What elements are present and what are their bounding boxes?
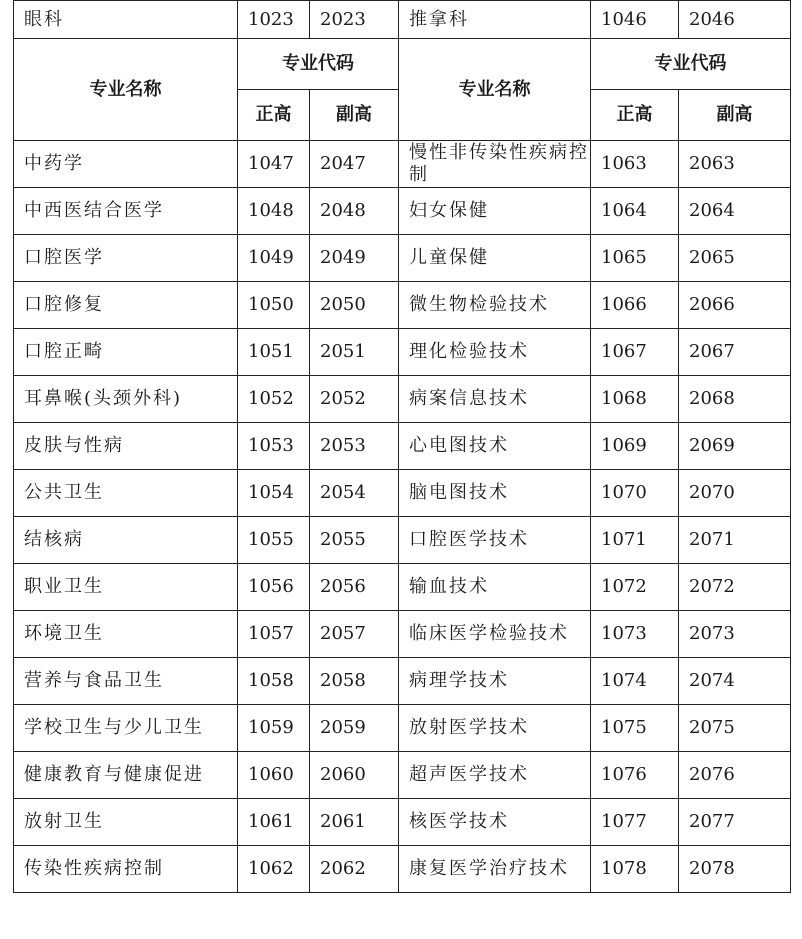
left-senior-code: 1047: [238, 141, 310, 188]
right-deputy-code: 2073: [679, 611, 791, 658]
left-deputy-code: 2023: [310, 1, 399, 39]
right-deputy-code: 2069: [679, 423, 791, 470]
table-row: [14, 423, 791, 470]
left-deputy-code: 2052: [310, 376, 399, 423]
right-deputy-code: 2064: [679, 188, 791, 235]
left-major-name: 口腔正畸: [14, 329, 238, 376]
left-senior-code: 1061: [238, 799, 310, 846]
right-major-name: 超声医学技术: [399, 752, 591, 799]
right-deputy-code: 2046: [679, 1, 791, 39]
left-major-name: 口腔修复: [14, 282, 238, 329]
right-major-name: 口腔医学技术: [399, 517, 591, 564]
right-deputy-code: 2071: [679, 517, 791, 564]
left-major-name: 结核病: [14, 517, 238, 564]
left-major-name: 放射卫生: [14, 799, 238, 846]
specialty-code-table: [13, 0, 791, 893]
table-row: [14, 611, 791, 658]
right-major-name: 妇女保健: [399, 188, 591, 235]
left-deputy-code: 2047: [310, 141, 399, 188]
left-deputy-code: 2049: [310, 235, 399, 282]
left-senior-code: 1054: [238, 470, 310, 517]
right-major-name: 推拿科: [399, 1, 591, 39]
left-senior-code: 1057: [238, 611, 310, 658]
right-senior-code: 1077: [591, 799, 679, 846]
left-senior-code: 1023: [238, 1, 310, 39]
left-deputy-code: 2055: [310, 517, 399, 564]
right-deputy-code: 2070: [679, 470, 791, 517]
left-deputy-code: 2056: [310, 564, 399, 611]
column-header-senior-right: 正高: [591, 90, 679, 141]
left-deputy-code: 2059: [310, 705, 399, 752]
right-senior-code: 1069: [591, 423, 679, 470]
left-deputy-code: 2062: [310, 846, 399, 893]
right-senior-code: 1071: [591, 517, 679, 564]
table-row: [14, 705, 791, 752]
left-major-name: 公共卫生: [14, 470, 238, 517]
right-deputy-code: 2066: [679, 282, 791, 329]
left-senior-code: 1055: [238, 517, 310, 564]
right-senior-code: 1070: [591, 470, 679, 517]
column-header-major-name-right: 专业名称: [399, 39, 591, 141]
table-row: [14, 329, 791, 376]
left-deputy-code: 2060: [310, 752, 399, 799]
right-major-name: 核医学技术: [399, 799, 591, 846]
right-deputy-code: 2063: [679, 141, 791, 188]
right-senior-code: 1064: [591, 188, 679, 235]
right-senior-code: 1072: [591, 564, 679, 611]
right-major-name: 病案信息技术: [399, 376, 591, 423]
left-senior-code: 1049: [238, 235, 310, 282]
left-senior-code: 1051: [238, 329, 310, 376]
table-row: [14, 282, 791, 329]
left-deputy-code: 2061: [310, 799, 399, 846]
left-major-name: 中药学: [14, 141, 238, 188]
left-major-name: 健康教育与健康促进: [14, 752, 238, 799]
table-row: [14, 235, 791, 282]
column-header-major-code-right: 专业代码: [591, 39, 791, 90]
left-deputy-code: 2053: [310, 423, 399, 470]
left-senior-code: 1062: [238, 846, 310, 893]
left-senior-code: 1058: [238, 658, 310, 705]
right-major-name: 理化检验技术: [399, 329, 591, 376]
right-senior-code: 1063: [591, 141, 679, 188]
left-deputy-code: 2051: [310, 329, 399, 376]
left-major-name: 口腔医学: [14, 235, 238, 282]
left-major-name: 环境卫生: [14, 611, 238, 658]
right-major-name: 放射医学技术: [399, 705, 591, 752]
table-row: [14, 141, 791, 188]
right-major-name: 临床医学检验技术: [399, 611, 591, 658]
table-row: [14, 376, 791, 423]
table-row: [14, 470, 791, 517]
right-senior-code: 1068: [591, 376, 679, 423]
right-deputy-code: 2078: [679, 846, 791, 893]
left-major-name: 职业卫生: [14, 564, 238, 611]
table-row: [14, 188, 791, 235]
left-senior-code: 1050: [238, 282, 310, 329]
right-major-name: 心电图技术: [399, 423, 591, 470]
column-header-deputy-right: 副高: [679, 90, 791, 141]
right-senior-code: 1078: [591, 846, 679, 893]
right-senior-code: 1046: [591, 1, 679, 39]
right-senior-code: 1076: [591, 752, 679, 799]
left-major-name: 学校卫生与少儿卫生: [14, 705, 238, 752]
left-deputy-code: 2057: [310, 611, 399, 658]
left-senior-code: 1060: [238, 752, 310, 799]
left-major-name: 皮肤与性病: [14, 423, 238, 470]
left-deputy-code: 2054: [310, 470, 399, 517]
right-senior-code: 1065: [591, 235, 679, 282]
right-senior-code: 1075: [591, 705, 679, 752]
right-major-name: 脑电图技术: [399, 470, 591, 517]
right-major-name: 儿童保健: [399, 235, 591, 282]
left-senior-code: 1059: [238, 705, 310, 752]
right-deputy-code: 2065: [679, 235, 791, 282]
right-deputy-code: 2074: [679, 658, 791, 705]
right-major-name: 康复医学治疗技术: [399, 846, 591, 893]
column-header-senior: 正高: [238, 90, 310, 141]
table-row: [14, 517, 791, 564]
left-senior-code: 1053: [238, 423, 310, 470]
right-senior-code: 1066: [591, 282, 679, 329]
table-row: [14, 1, 791, 39]
column-header-major-code: 专业代码: [238, 39, 399, 90]
left-major-name: 营养与食品卫生: [14, 658, 238, 705]
column-header-major-name: 专业名称: [14, 39, 238, 141]
right-major-name: 慢性非传染性疾病控制: [399, 141, 591, 188]
right-major-name: 输血技术: [399, 564, 591, 611]
column-header-deputy: 副高: [310, 90, 399, 141]
left-senior-code: 1052: [238, 376, 310, 423]
right-major-name: 病理学技术: [399, 658, 591, 705]
right-senior-code: 1067: [591, 329, 679, 376]
left-senior-code: 1056: [238, 564, 310, 611]
left-major-name: 中西医结合医学: [14, 188, 238, 235]
left-deputy-code: 2050: [310, 282, 399, 329]
right-deputy-code: 2075: [679, 705, 791, 752]
right-deputy-code: 2077: [679, 799, 791, 846]
left-senior-code: 1048: [238, 188, 310, 235]
table-row: [14, 752, 791, 799]
left-deputy-code: 2058: [310, 658, 399, 705]
table-row: [14, 658, 791, 705]
right-deputy-code: 2072: [679, 564, 791, 611]
right-senior-code: 1073: [591, 611, 679, 658]
left-major-name: 眼科: [14, 1, 238, 39]
right-senior-code: 1074: [591, 658, 679, 705]
right-deputy-code: 2068: [679, 376, 791, 423]
table-row: [14, 846, 791, 893]
left-deputy-code: 2048: [310, 188, 399, 235]
right-deputy-code: 2067: [679, 329, 791, 376]
table-row: [14, 799, 791, 846]
table-row: [14, 564, 791, 611]
left-major-name: 传染性疾病控制: [14, 846, 238, 893]
right-deputy-code: 2076: [679, 752, 791, 799]
right-major-name: 微生物检验技术: [399, 282, 591, 329]
left-major-name: 耳鼻喉(头颈外科): [14, 376, 238, 423]
header-row: [14, 39, 791, 90]
